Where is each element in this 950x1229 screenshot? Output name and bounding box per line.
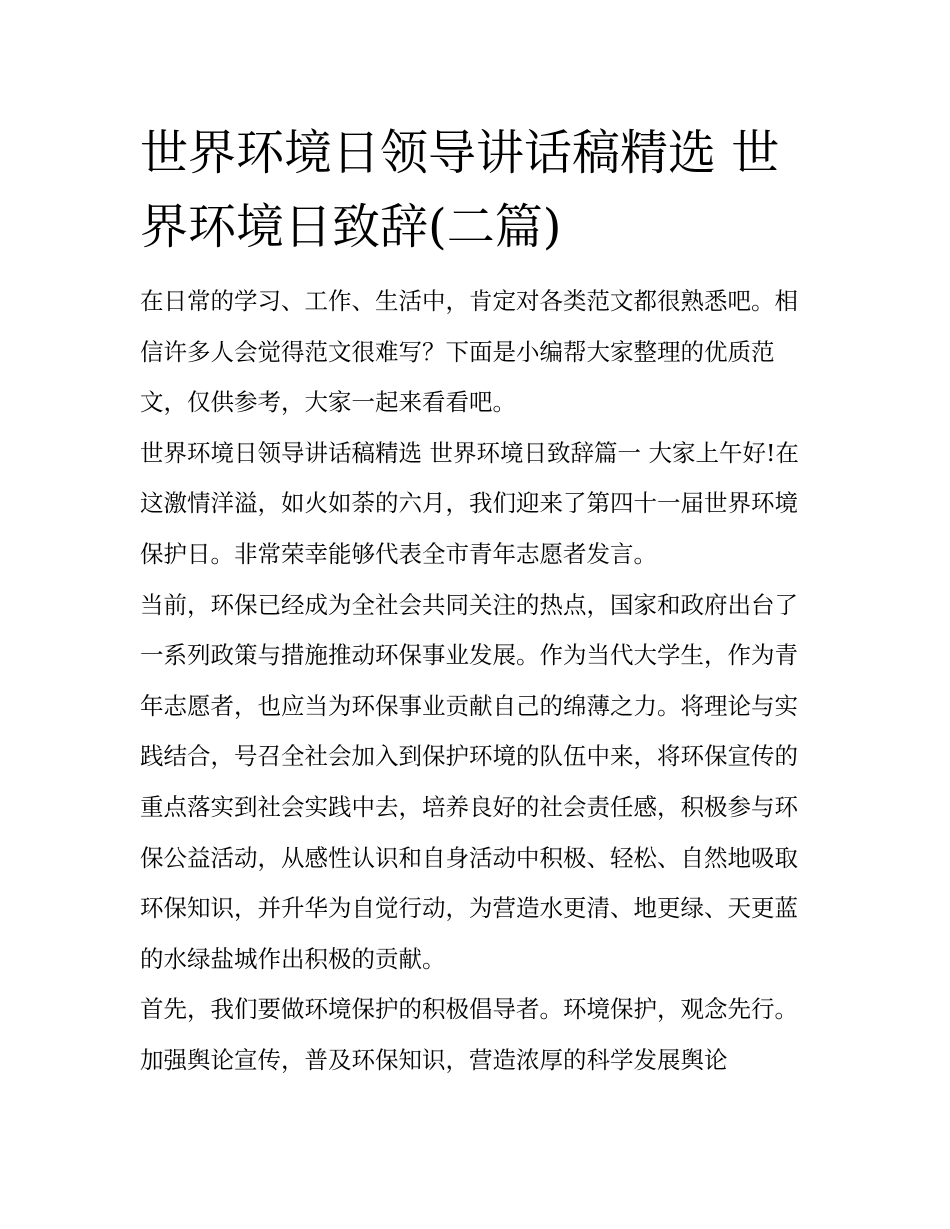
document-title: 世界环境日领导讲话稿精选 世界环境日致辞(二篇) bbox=[140, 125, 780, 255]
paragraph-speech-opening: 世界环境日领导讲话稿精选 世界环境日致辞篇一 大家上午好!在这激情洋溢，如火如荼的六月，我们迎来了第四十一届世界环境保护日。非常荣幸能够代表全市青年志愿者发言。 bbox=[140, 438, 799, 568]
document-body bbox=[140, 276, 812, 1086]
paragraph-intro: 在日常的学习、工作、生活中，肯定对各类范文都很熟悉吧。相信许多人会觉得范文很难写？下面是小编帮大家整理的优质范文，仅供参考，大家一起来看看吧。 bbox=[140, 287, 798, 417]
paragraph-current-situation: 当前，环保已经成为全社会共同关注的热点，国家和政府出台了一系列政策与措施推动环保事业发展。作为当代大学生，作为青年志愿者，也应当为环保事业贡献自己的绵薄之力。将理论与实践结合，号召全社会加入到保护环境的队伍中来，将环保宣传的重点落实到社会实践中去，培养良好的社会责任感，积极参与环保公益活动，从感性认识和自身活动中积极、轻松、自然地吸取环保知识，并升华为自觉行动，为营造水更清、地更绿、天更蓝的水绿盐城作出积极的贡献。 bbox=[140, 590, 798, 973]
paragraph-first-point: 首先，我们要做环境保护的积极倡导者。环境保护，观念先行。加强舆论宣传，普及环保知识，营造浓厚的科学发展舆论 bbox=[140, 995, 798, 1074]
